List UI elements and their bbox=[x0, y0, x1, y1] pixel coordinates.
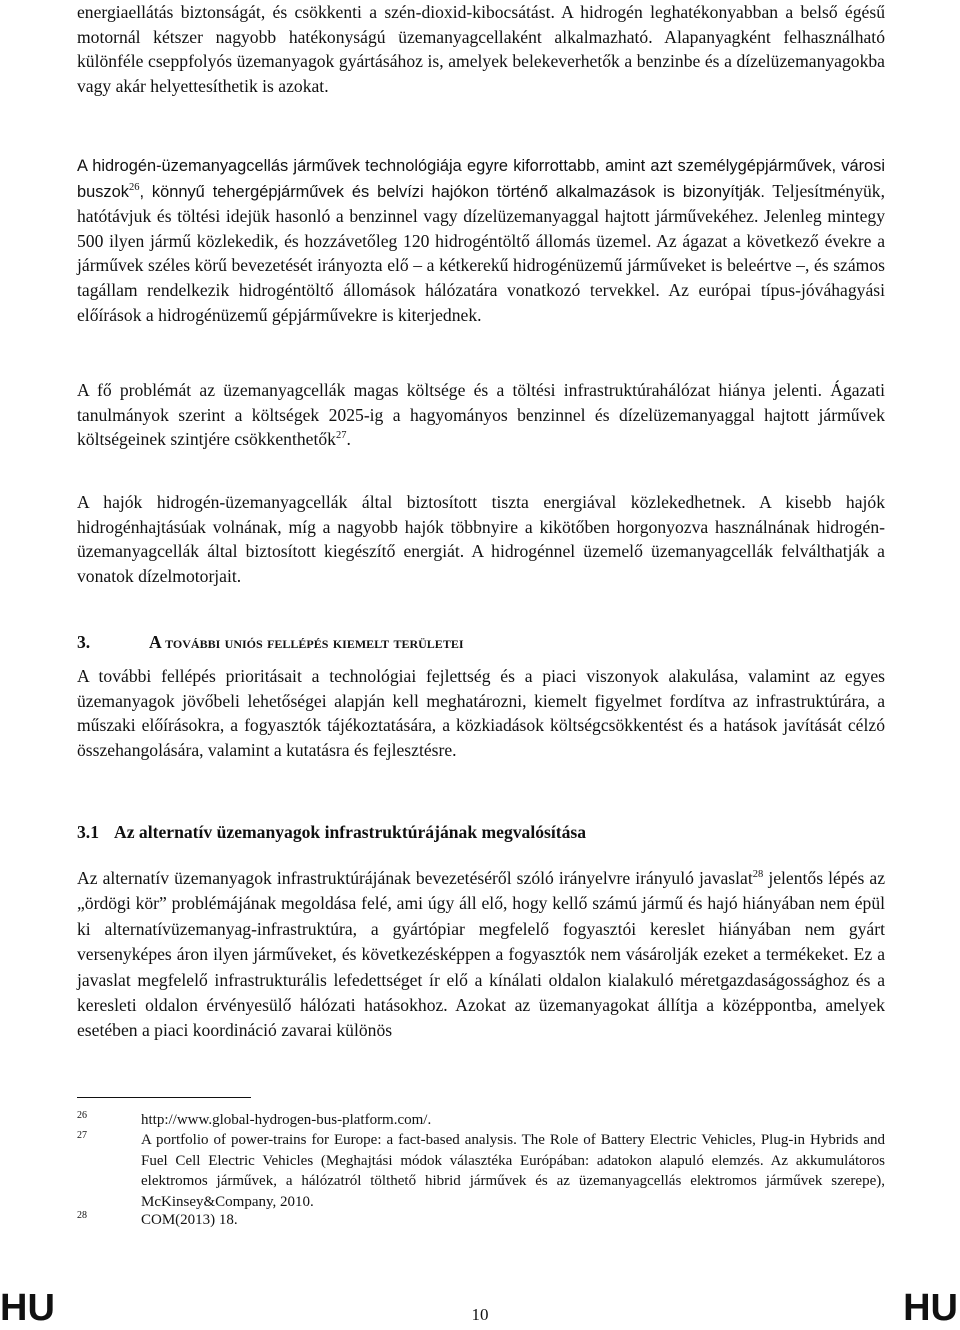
footnote-text: A portfolio of power-trains for Europe: a fact-based analysis. The Role of Battery Electric Vehicles, Plug-in Hybrids and Fuel Cell Electric Vehicles (Meghajtási módok választéka Európában: adatokon alapuló elemzés. Az akkumulátoros elektromos járművek, a hálózatról tölthető hibrid járművek és az üzemanyagcellás elektromos járművek szerepe), McKinsey&Company, 2010. bbox=[141, 1132, 885, 1210]
footnote-ref-28[interactable]: 28 bbox=[752, 869, 764, 880]
paragraph-fuel-cell-vehicles-part2: , könnyű tehergépjárművek és belvízi hajókon történő alkalmazások is bizonyítják. bbox=[139, 182, 765, 201]
footnote-text: COM(2013) 18. bbox=[141, 1212, 238, 1228]
language-code-right: HU bbox=[903, 1287, 958, 1329]
paragraph-ships: A hajók hidrogén-üzemanyagcellák által biztosított tiszta energiával közlekedhetnek. A kisebb hajók hidrogénhajtásúak volnának, míg a nagyobb hajók többnyire a kikötőben horgonyozva használnának hidrogén-üzemanyagcellák által biztosított kiegészítő energiát. A hidrogénnel üzemelő üzemanyagcellák felválthatják a vonatok dízelmotorjait. bbox=[77, 492, 885, 586]
paragraph-cost-problem-end: . bbox=[346, 429, 351, 450]
subsection-number: 3.1 bbox=[77, 822, 99, 842]
paragraph-fuel-cell-vehicles-part1: A hidrogén-üzemanyagcellás járművek technológiája egyre kiforrottabb, amint azt személygépjárművek, városi buszok bbox=[77, 157, 885, 201]
paragraph-directive-proposal-part1: Az alternatív üzemanyagok infrastruktúrájának bevezetéséről szóló irányelvre irányuló javaslat bbox=[77, 868, 753, 888]
paragraph-directive-proposal bbox=[77, 866, 885, 1044]
footnote-ref-27[interactable]: 27 bbox=[335, 430, 347, 442]
footnote-28 bbox=[77, 1210, 885, 1231]
paragraph-intro: energiaellátás biztonságát, és csökkenti a szén-dioxid-kibocsátást. A hidrogén leghatékonyabban a belső égésű motornál kétszer nagyobb hatékonyságú üzemanyagcellaként alkalmazható. Alapanyagként felhasználható különféle cseppfolyós üzemanyagok gyártásához is, amelyek belekeverhetők a benzinbe és a dízelüzemanyagokba vagy akár helyettesíthetik is azokat. bbox=[77, 2, 885, 96]
paragraph-fuel-cell-vehicles bbox=[77, 153, 885, 327]
footnote-number: 28 bbox=[77, 1210, 87, 1221]
footnote-ref-26[interactable]: 26 bbox=[128, 181, 140, 193]
footnote-27 bbox=[77, 1130, 885, 1212]
footnote-text-link[interactable]: http://www.global-hydrogen-bus-platform.com/. bbox=[141, 1112, 432, 1128]
section-number: 3. bbox=[77, 632, 91, 652]
section-title: A további uniós fellépés kiemelt területei bbox=[149, 632, 464, 652]
paragraph-priorities: A további fellépés prioritásait a technológiai fejlettség és a piaci viszonyok alakulása, valamint az egyes üzemanyagok jövőbeli lehetőségei alapján kell meghatározni, kiemelt figyelmet fordítva az infrastruktúrára, a műszaki előírásokra, a fogyasztók tájékoztatására, a közkiadások költségcsökkentést és a hatások javítását célzó összehangolására, valamint a kutatásra és fejlesztésre. bbox=[77, 666, 885, 760]
paragraph-directive-proposal-part2: jelentős lépés az „ördögi kör” problémájának megoldása felé, ami úgy áll elő, hogy kellő számú jármű és hajó hiányában nem épül ki alternatívüzemanyag-infrastruktúra, a gyártópiar megfelelő fogyasztói kereslet hiányában nem gyárt versenyképes áron ilyen járműveket, és következésképpen a fogyasztók nem vásárolják ezeket a termékeket. Ez a javaslat megfelelő infrastrukturális lefedettséget ír elő a kínálati oldalon kialakuló méretgazdaságossághoz és a keresleti oldalon érvényesülő hálózati hatásokhoz. Azokat az üzemanyagokat állítja a középpontba, amelyek esetében a piaci koordináció zavarai különös bbox=[77, 868, 886, 1041]
paragraph-cost-problem-text: A fő problémát az üzemanyagcellák magas költsége és a töltési infrastruktúrahálózat hiánya jelenti. Ágazati tanulmányok szerint a költségek 2025-ig a hagyományos benzinnel és dízelüzemanyaggal hajtott járművek költségeinek szintjére csökkenthetők bbox=[77, 380, 885, 450]
section-heading-3 bbox=[77, 630, 464, 654]
footnote-separator bbox=[77, 1097, 251, 1098]
subsection-title: Az alternatív üzemanyagok infrastruktúrájának megvalósítása bbox=[114, 822, 587, 842]
footnote-number: 26 bbox=[77, 1110, 87, 1121]
footnote-number: 27 bbox=[77, 1130, 87, 1141]
paragraph-fuel-cell-vehicles-part3: Teljesítményük, hatótávjuk és töltési idejük hasonló a benzinnel vagy dízelüzemanyaggal hajtott járművekéhez. Jelenleg mintegy 500 ilyen jármű közlekedik, és hozzávetőleg 120 hidrogéntöltő állomás üzemel. Az ágazat a következő évekre a járművek széles körű bevezetését irányozta elő – a kétkerekű hidrogénüzemű járműveket is beleértve –, és számos tagállam rendelkezik hidrogéntöltő állomások hálózatára vonatkozó tervekkel. Az európai típus-jóváhagyási előírások a hidrogénüzemű gépjárművekre is kiterjednek. bbox=[77, 180, 885, 325]
footnote-26 bbox=[77, 1110, 885, 1131]
section-heading-3-1 bbox=[77, 820, 586, 844]
page-number: 10 bbox=[471, 1305, 489, 1324]
language-code-left: HU bbox=[0, 1287, 55, 1329]
paragraph-cost-problem bbox=[77, 378, 885, 452]
